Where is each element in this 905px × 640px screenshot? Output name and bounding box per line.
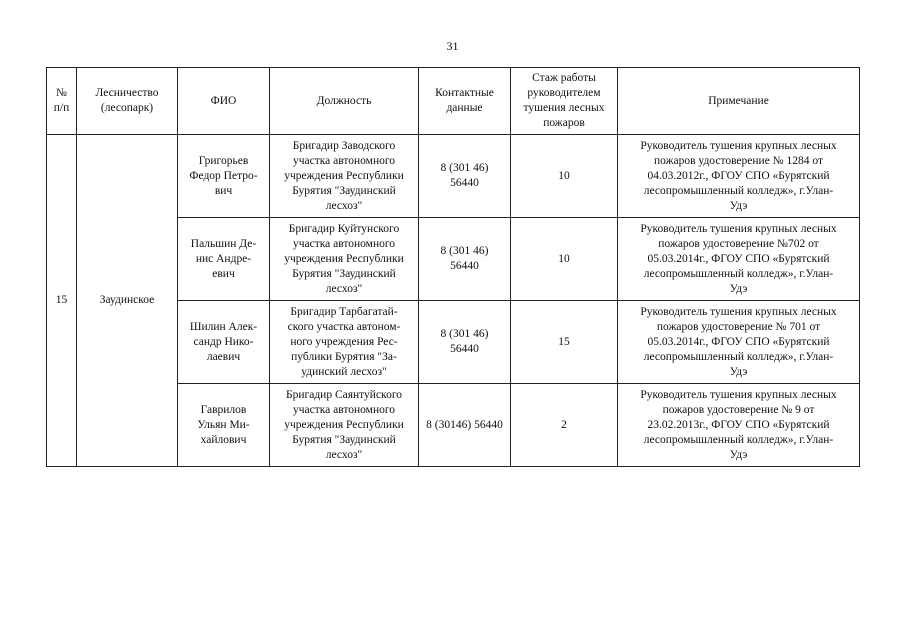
cell-experience: 15	[511, 301, 618, 384]
cell-fio: Григорьев Федор Петро- вич	[178, 135, 270, 218]
table-row	[47, 135, 860, 218]
cell-contacts: 8 (301 46) 56440	[419, 301, 511, 384]
header-row	[47, 68, 860, 135]
cell-contacts: 8 (30146) 56440	[419, 384, 511, 467]
cell-contacts: 8 (301 46) 56440	[419, 218, 511, 301]
header-position: Должность	[270, 68, 419, 135]
cell-note: Руководитель тушения крупных лесных пожаров удостоверение № 701 от 05.03.2014г., ФГОУ СПО «Бурятский лесопромышленный колледж», г.Улан- Удэ	[618, 301, 860, 384]
cell-experience: 2	[511, 384, 618, 467]
cell-position: Бригадир Тарбагатай- ского участка автоном- ного учреждения Рес- публики Бурятия "За- удинский лесхоз"	[270, 301, 419, 384]
cell-fio: Шилин Алек- сандр Нико- лаевич	[178, 301, 270, 384]
group-num: 15	[47, 135, 77, 467]
header-num: № п/п	[47, 68, 77, 135]
cell-contacts: 8 (301 46) 56440	[419, 135, 511, 218]
group-forestry: Заудинское	[77, 135, 178, 467]
cell-note: Руководитель тушения крупных лесных пожаров удостоверение №702 от 05.03.2014г., ФГОУ СПО «Бурятский лесопромышленный колледж», г.Улан- Удэ	[618, 218, 860, 301]
cell-position: Бригадир Куйтунского участка автономного учреждения Республики Бурятия "Заудинский лесхоз"	[270, 218, 419, 301]
table-header	[47, 68, 860, 135]
cell-experience: 10	[511, 135, 618, 218]
header-fio: ФИО	[178, 68, 270, 135]
cell-note: Руководитель тушения крупных лесных пожаров удостоверение № 1284 от 04.03.2012г., ФГОУ СПО «Бурятский лесопромышленный колледж», г.Улан- Удэ	[618, 135, 860, 218]
forestry-personnel-table	[46, 67, 860, 467]
table-body	[47, 135, 860, 467]
cell-position: Бригадир Заводского участка автономного учреждения Республики Бурятия "Заудинский лесхоз"	[270, 135, 419, 218]
cell-position: Бригадир Саянтуйского участка автономного учреждения Республики Бурятия "Заудинский лесхоз"	[270, 384, 419, 467]
header-experience: Стаж работы руководителем тушения лесных пожаров	[511, 68, 618, 135]
header-note: Примечание	[618, 68, 860, 135]
header-forestry: Лесничество (лесопарк)	[77, 68, 178, 135]
cell-fio: Гаврилов Ульян Ми- хайлович	[178, 384, 270, 467]
header-contacts: Контактные данные	[419, 68, 511, 135]
cell-experience: 10	[511, 218, 618, 301]
cell-note: Руководитель тушения крупных лесных пожаров удостоверение № 9 от 23.02.2013г., ФГОУ СПО «Бурятский лесопромышленный колледж», г.Улан- Удэ	[618, 384, 860, 467]
cell-fio: Пальшин Де- нис Андре- евич	[178, 218, 270, 301]
page-number: 31	[446, 39, 459, 53]
